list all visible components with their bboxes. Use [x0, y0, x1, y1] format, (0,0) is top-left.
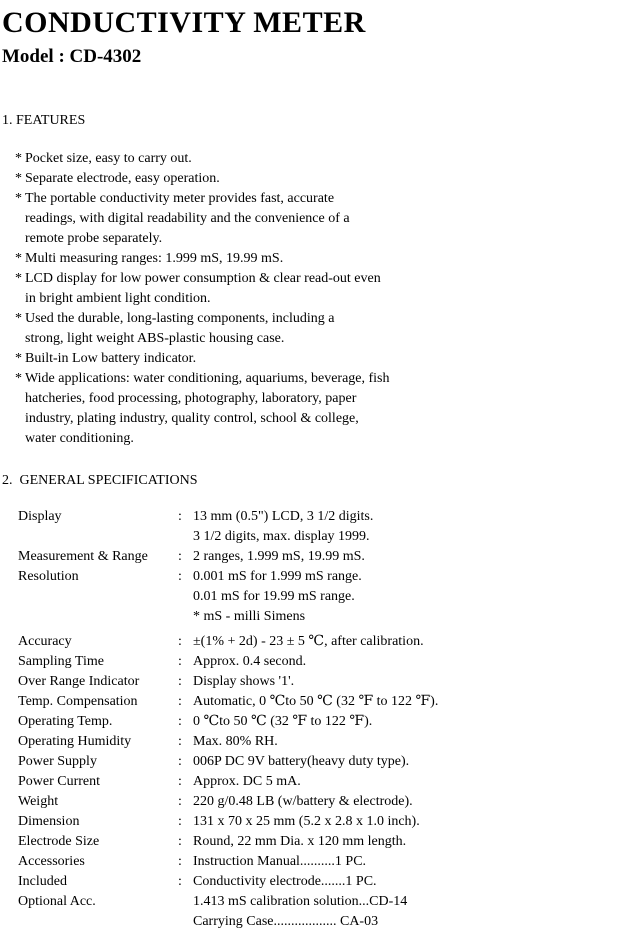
- feature-text: readings, with digital readability and the convenience of a: [25, 211, 350, 226]
- spec-value: 0 ℃to 50 ℃ (32 ℉ to 122 ℉).: [193, 714, 373, 729]
- spec-row: [0, 812, 625, 832]
- spec-label: Dimension: [18, 814, 80, 829]
- spec-row: [0, 567, 625, 587]
- feature-line: [0, 389, 625, 409]
- spec-colon-separator: :: [178, 694, 182, 709]
- spec-value: 0.01 mS for 19.99 mS range.: [193, 589, 355, 604]
- feature-text: hatcheries, food processing, photography, laboratory, paper: [25, 391, 357, 406]
- spec-colon-separator: :: [178, 814, 182, 829]
- bullet-asterisk: *: [15, 271, 22, 286]
- spec-value: 13 mm (0.5") LCD, 3 1/2 digits.: [193, 509, 374, 524]
- spec-colon-separator: [178, 527, 193, 547]
- spec-value: 2 ranges, 1.999 mS, 19.99 mS.: [193, 549, 365, 564]
- spec-label: Power Supply: [18, 754, 97, 769]
- specifications-table: [0, 507, 625, 932]
- spec-value: ±(1% + 2d) - 23 ± 5 ℃, after calibration.: [193, 634, 424, 649]
- spec-label: Accuracy: [18, 634, 72, 649]
- spec-row: [0, 507, 625, 527]
- spec-value: Automatic, 0 ℃to 50 ℃ (32 ℉ to 122 ℉).: [193, 694, 439, 709]
- feature-line: [0, 349, 625, 369]
- spec-row: [0, 672, 625, 692]
- spec-colon-separator: [178, 912, 193, 932]
- spec-colon-separator: [178, 892, 193, 912]
- spec-label: [0, 912, 178, 932]
- spec-row: [0, 587, 625, 607]
- feature-line: [0, 329, 625, 349]
- spec-label: Sampling Time: [18, 654, 104, 669]
- spec-label: Measurement & Range: [18, 549, 148, 564]
- spec-label: Operating Humidity: [18, 734, 132, 749]
- spec-label: Display: [18, 509, 62, 524]
- spec-value: 131 x 70 x 25 mm (5.2 x 2.8 x 1.0 inch).: [193, 814, 420, 829]
- bullet-asterisk: *: [15, 351, 22, 366]
- bullet-asterisk: *: [15, 191, 22, 206]
- spec-row: [0, 607, 625, 627]
- features-list: [0, 149, 625, 449]
- feature-text: Separate electrode, easy operation.: [25, 171, 220, 186]
- spec-row: [0, 832, 625, 852]
- feature-line: [0, 169, 625, 189]
- spec-value: Approx. 0.4 second.: [193, 654, 307, 669]
- spec-row: [0, 872, 625, 892]
- feature-text: strong, light weight ABS-plastic housing case.: [25, 331, 285, 346]
- spec-value: Max. 80% RH.: [193, 734, 278, 749]
- spec-value: Conductivity electrode.......1 PC.: [193, 874, 377, 889]
- spec-colon-separator: :: [178, 509, 182, 524]
- spec-label: Weight: [18, 794, 59, 809]
- spec-colon-separator: :: [178, 654, 182, 669]
- model-number: Model : CD-4302: [2, 46, 142, 67]
- feature-text: water conditioning.: [25, 431, 134, 446]
- spec-label: Temp. Compensation: [18, 694, 138, 709]
- spec-colon-separator: [178, 587, 193, 607]
- feature-text: Built-in Low battery indicator.: [25, 351, 197, 366]
- spec-colon-separator: :: [178, 874, 182, 889]
- bullet-asterisk: *: [15, 171, 22, 186]
- spec-value: Carrying Case.................. CA-03: [193, 914, 379, 929]
- spec-row: [0, 752, 625, 772]
- spec-colon-separator: :: [178, 549, 182, 564]
- spec-value: 1.413 mS calibration solution...CD-14: [193, 894, 408, 909]
- spec-value: 3 1/2 digits, max. display 1999.: [193, 529, 370, 544]
- feature-text: LCD display for low power consumption & clear read-out even: [25, 271, 381, 286]
- feature-line: [0, 209, 625, 229]
- spec-value: Round, 22 mm Dia. x 120 mm length.: [193, 834, 407, 849]
- spec-colon-separator: [178, 607, 193, 627]
- feature-line: [0, 249, 625, 269]
- spec-colon-separator: :: [178, 714, 182, 729]
- spec-row: [0, 732, 625, 752]
- spec-value: 006P DC 9V battery(heavy duty type).: [193, 754, 410, 769]
- feature-text: in bright ambient light condition.: [25, 291, 211, 306]
- feature-text: Used the durable, long-lasting components, including a: [25, 311, 335, 326]
- feature-line: [0, 369, 625, 389]
- spec-label: [0, 587, 178, 607]
- spec-label: Accessories: [18, 854, 85, 869]
- spec-row: [0, 652, 625, 672]
- spec-value: Instruction Manual..........1 PC.: [193, 854, 367, 869]
- feature-text: remote probe separately.: [25, 231, 163, 246]
- spec-colon-separator: :: [178, 854, 182, 869]
- spec-row: [0, 712, 625, 732]
- bullet-asterisk: *: [15, 371, 22, 386]
- spec-row: [0, 792, 625, 812]
- spec-label: Operating Temp.: [18, 714, 113, 729]
- spec-sheet-document: [0, 6, 625, 949]
- spec-row: [0, 912, 625, 932]
- spec-colon-separator: :: [178, 569, 182, 584]
- spec-row: [0, 547, 625, 567]
- feature-line: [0, 189, 625, 209]
- spec-value: 0.001 mS for 1.999 mS range.: [193, 569, 362, 584]
- feature-line: [0, 429, 625, 449]
- spec-colon-separator: :: [178, 834, 182, 849]
- feature-text: Wide applications: water conditioning, aquariums, beverage, fish: [25, 371, 390, 386]
- page-title: CONDUCTIVITY METER: [2, 6, 366, 39]
- spec-row: [0, 632, 625, 652]
- spec-label: Included: [18, 874, 67, 889]
- bullet-asterisk: *: [15, 311, 22, 326]
- spec-colon-separator: :: [178, 754, 182, 769]
- spec-label: [0, 527, 178, 547]
- spec-label: Electrode Size: [18, 834, 100, 849]
- feature-text: Pocket size, easy to carry out.: [25, 151, 192, 166]
- spec-colon-separator: :: [178, 794, 182, 809]
- spec-label: Power Current: [18, 774, 101, 789]
- spec-value: Approx. DC 5 mA.: [193, 774, 301, 789]
- spec-value: * mS - milli Simens: [193, 609, 306, 624]
- spec-row: [0, 692, 625, 712]
- feature-line: [0, 309, 625, 329]
- spec-row: [0, 892, 625, 912]
- spec-colon-separator: :: [178, 774, 182, 789]
- spec-row: [0, 852, 625, 872]
- spec-colon-separator: :: [178, 634, 182, 649]
- spec-value: Display shows '1'.: [193, 674, 295, 689]
- spec-value: 220 g/0.48 LB (w/battery & electrode).: [193, 794, 413, 809]
- feature-line: [0, 229, 625, 249]
- bullet-asterisk: *: [15, 251, 22, 266]
- feature-line: [0, 269, 625, 289]
- spec-label: Optional Acc.: [18, 894, 96, 909]
- spec-label: [0, 607, 178, 627]
- bullet-asterisk: *: [15, 151, 22, 166]
- spec-label: Resolution: [18, 569, 79, 584]
- spec-row: [0, 527, 625, 547]
- specifications-section-heading: 2. GENERAL SPECIFICATIONS: [2, 473, 198, 488]
- spec-colon-separator: :: [178, 734, 182, 749]
- features-section-heading: 1. FEATURES: [2, 113, 86, 128]
- feature-line: [0, 289, 625, 309]
- spec-label: Over Range Indicator: [18, 674, 140, 689]
- spec-colon-separator: :: [178, 674, 182, 689]
- feature-text: Multi measuring ranges: 1.999 mS, 19.99 mS.: [25, 251, 284, 266]
- feature-text: The portable conductivity meter provides fast, accurate: [25, 191, 335, 206]
- feature-line: [0, 409, 625, 429]
- spec-row: [0, 772, 625, 792]
- feature-line: [0, 149, 625, 169]
- feature-text: industry, plating industry, quality control, school & college,: [25, 411, 359, 426]
